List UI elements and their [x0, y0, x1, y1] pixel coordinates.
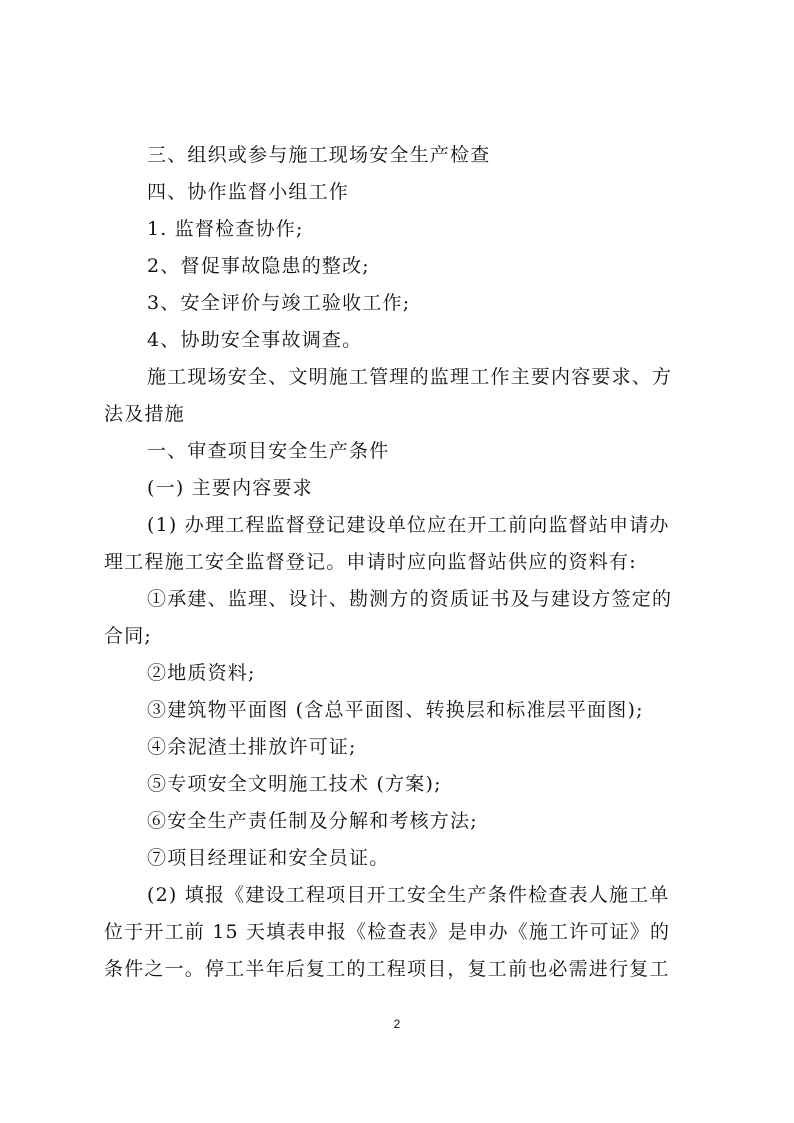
list-item: ④余泥渣土排放许可证;	[147, 736, 357, 758]
paragraph-line: (1) 办理工程监督登记建设单位应在开工前向监督站申请办	[147, 514, 670, 536]
paragraph-line: 位于开工前 15 天填表申报《检查表》是申办《施工许可证》的	[104, 921, 671, 943]
page-number: 2	[393, 1017, 401, 1031]
list-item: ③建筑物平面图 (含总平面图、转换层和标准层平面图);	[147, 699, 644, 721]
list-item: 3、安全评价与竣工验收工作;	[147, 292, 411, 314]
list-item: ⑦项目经理证和安全员证。	[147, 847, 390, 869]
list-item-continuation: 合同;	[104, 625, 153, 647]
list-item: 1. 监督检查协作;	[147, 218, 304, 240]
paragraph-line: 施工现场安全、文明施工管理的监理工作主要内容要求、方	[147, 366, 673, 388]
list-item: 4、协助安全事故调查。	[147, 329, 363, 351]
paragraph-line: 法及措施	[104, 403, 185, 425]
subheading: (一) 主要内容要求	[147, 477, 313, 499]
paragraph-line: (2) 填报《建设工程项目开工安全生产条件检查表人施工单	[147, 884, 670, 906]
list-item: ⑤专项安全文明施工技术 (方案);	[147, 773, 442, 795]
paragraph-line: 条件之一。停工半年后复工的工程项目，复工前也必需进行复工	[104, 958, 670, 980]
list-item: ②地质资料;	[147, 662, 256, 684]
list-item: ⑥安全生产责任制及分解和考核方法;	[147, 810, 478, 832]
section-heading-3: 三、组织或参与施工现场安全生产检查	[147, 144, 491, 166]
list-item: ①承建、监理、设计、勘测方的资质证书及与建设方签定的	[147, 588, 673, 610]
section-heading-4: 四、协作监督小组工作	[147, 181, 350, 203]
section-heading-1: 一、审查项目安全生产条件	[147, 440, 390, 462]
paragraph-line: 理工程施工安全监督登记。申请时应向监督站供应的资料有:	[104, 551, 637, 573]
list-item: 2、督促事故隐患的整改;	[147, 255, 370, 277]
